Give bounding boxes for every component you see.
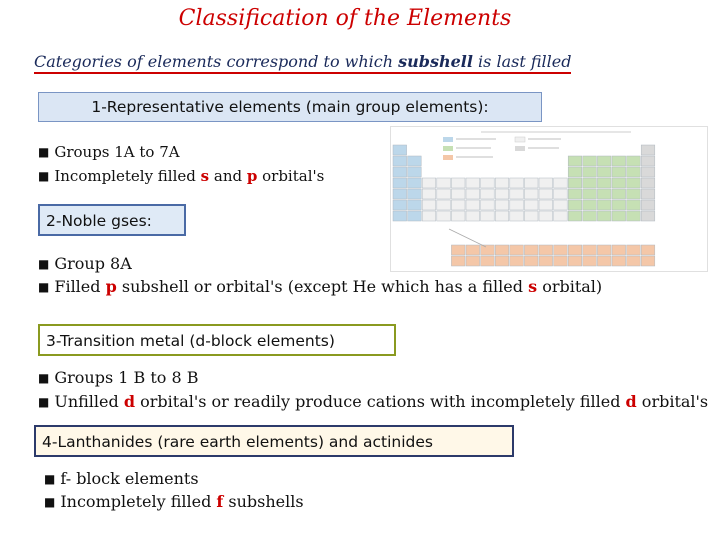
periodic-table-cell <box>568 189 582 199</box>
periodic-table-cell <box>393 211 407 221</box>
periodic-table-cell <box>539 211 553 221</box>
subtitle-after: is last filled <box>472 52 572 71</box>
section-heading-noble-gases: 2-Noble gses: <box>38 204 186 236</box>
periodic-table-cell <box>627 167 641 177</box>
periodic-table-cell <box>408 167 422 177</box>
periodic-table-cell <box>597 156 611 166</box>
periodic-table-cell <box>597 211 611 221</box>
periodic-table-cell <box>422 189 436 199</box>
subtitle-before: Categories of elements correspond to which <box>34 52 399 71</box>
periodic-table-cell <box>568 256 582 266</box>
periodic-table-cell <box>481 256 495 266</box>
periodic-table-cell <box>641 256 655 266</box>
periodic-table-cell <box>524 189 538 199</box>
periodic-table-cell <box>481 200 495 210</box>
periodic-table-cell <box>568 167 582 177</box>
subtitle-strong: subshell <box>398 52 473 71</box>
periodic-table-cell <box>510 256 524 266</box>
periodic-table-cell <box>554 189 568 199</box>
periodic-table-cell <box>393 167 407 177</box>
periodic-table-cell <box>627 245 641 255</box>
bullet-group-8a: ■ Group 8A <box>38 254 132 273</box>
periodic-table-cell <box>451 200 465 210</box>
periodic-table-cell <box>583 200 597 210</box>
periodic-table-cell <box>641 211 655 221</box>
periodic-table-cell <box>612 178 626 188</box>
periodic-table-cell <box>554 178 568 188</box>
periodic-table-cell <box>554 211 568 221</box>
section-heading-representative: 1-Representative elements (main group elements): <box>38 92 542 122</box>
periodic-table-cell <box>612 256 626 266</box>
periodic-table-cell <box>422 178 436 188</box>
periodic-table-cell <box>466 245 480 255</box>
periodic-table-cell <box>641 178 655 188</box>
periodic-table-cell <box>568 156 582 166</box>
periodic-table-cell <box>393 189 407 199</box>
periodic-table-cell <box>554 245 568 255</box>
periodic-table-cell <box>583 156 597 166</box>
periodic-table-cell <box>524 178 538 188</box>
periodic-table-cell <box>408 156 422 166</box>
periodic-table-cell <box>524 200 538 210</box>
periodic-table-image <box>390 126 708 272</box>
bullet-incompletely-filled-sp: ■ Incompletely filled s and p orbital's <box>38 167 325 185</box>
periodic-table-cell <box>466 211 480 221</box>
periodic-table-cell <box>641 189 655 199</box>
periodic-table-cell <box>437 178 451 188</box>
periodic-table-cell <box>554 200 568 210</box>
periodic-table-cell <box>495 245 509 255</box>
square-bullet-icon: ■ <box>38 371 50 385</box>
square-bullet-icon: ■ <box>38 280 50 294</box>
periodic-table-cell <box>539 256 553 266</box>
periodic-table-cell <box>481 211 495 221</box>
periodic-table-cell <box>451 245 465 255</box>
periodic-table-cell <box>451 178 465 188</box>
periodic-table-cell <box>481 245 495 255</box>
periodic-table-cell <box>597 189 611 199</box>
periodic-table-cell <box>481 189 495 199</box>
periodic-table-cell <box>393 156 407 166</box>
periodic-table-cell <box>583 167 597 177</box>
periodic-table-cell <box>627 200 641 210</box>
periodic-table-cell <box>627 156 641 166</box>
periodic-table-cell <box>612 245 626 255</box>
periodic-table-cell <box>451 189 465 199</box>
periodic-table-cell <box>437 189 451 199</box>
square-bullet-icon: ■ <box>38 145 50 159</box>
periodic-table-cell <box>641 145 655 155</box>
square-bullet-icon: ■ <box>44 495 56 509</box>
slide-title: Classification of the Elements <box>178 6 512 31</box>
periodic-table-cell <box>422 200 436 210</box>
periodic-table-cell <box>568 245 582 255</box>
periodic-table-cell <box>539 200 553 210</box>
periodic-table-cell <box>408 178 422 188</box>
periodic-table-cell <box>408 211 422 221</box>
periodic-table-cell <box>583 178 597 188</box>
periodic-table-cell <box>612 167 626 177</box>
periodic-table-cell <box>495 178 509 188</box>
periodic-table-cell <box>539 245 553 255</box>
periodic-table-cell <box>495 211 509 221</box>
periodic-table-cell <box>451 256 465 266</box>
periodic-table-cell <box>641 167 655 177</box>
periodic-table-cell <box>481 178 495 188</box>
periodic-table-cell <box>612 156 626 166</box>
section-heading-transition-metal: 3-Transition metal (d-block elements) <box>38 324 396 356</box>
slide-subtitle <box>34 52 571 74</box>
periodic-table-cell <box>393 145 407 155</box>
periodic-table-cell <box>495 200 509 210</box>
periodic-table-cell <box>393 178 407 188</box>
periodic-table-cell <box>641 156 655 166</box>
bullet-incompletely-filled-f: ■ Incompletely filled f subshells <box>44 492 304 511</box>
square-bullet-icon: ■ <box>38 257 50 271</box>
periodic-table-cell <box>510 211 524 221</box>
periodic-table-cell <box>510 189 524 199</box>
periodic-table-cell <box>437 211 451 221</box>
bullet-filled-p-subshell: ■ Filled p subshell or orbital's (except He which has a filled s orbital) <box>38 277 603 296</box>
periodic-table-cell <box>597 256 611 266</box>
periodic-table-cell <box>641 200 655 210</box>
periodic-table-cell <box>393 200 407 210</box>
periodic-table-cell <box>466 256 480 266</box>
periodic-table-cell <box>627 211 641 221</box>
periodic-table-cell <box>408 189 422 199</box>
periodic-table-cell <box>612 189 626 199</box>
periodic-table-cell <box>597 245 611 255</box>
periodic-table-cell <box>583 211 597 221</box>
periodic-table-cell <box>524 211 538 221</box>
periodic-table-cell <box>612 211 626 221</box>
periodic-table-cell <box>466 200 480 210</box>
periodic-table-cell <box>612 200 626 210</box>
periodic-table-cell <box>495 189 509 199</box>
periodic-table-cell <box>451 211 465 221</box>
section-heading-lanthanides-actinides: 4-Lanthanides (rare earth elements) and actinides <box>34 425 514 457</box>
square-bullet-icon: ■ <box>44 472 56 486</box>
periodic-table-cell <box>627 178 641 188</box>
periodic-table-cell <box>583 189 597 199</box>
periodic-table-cell <box>568 211 582 221</box>
bullet-unfilled-d-orbitals: ■ Unfilled d orbital's or readily produce cations with incompletely filled d orbital's <box>38 392 709 411</box>
periodic-table-cell <box>437 200 451 210</box>
periodic-table-cell <box>524 245 538 255</box>
periodic-table-cell <box>510 178 524 188</box>
periodic-table-cell <box>466 189 480 199</box>
periodic-table-cell <box>568 178 582 188</box>
periodic-table-cell <box>597 200 611 210</box>
periodic-table-cell <box>495 256 509 266</box>
periodic-table-cell <box>554 256 568 266</box>
bullet-groups-1a-7a: ■ Groups 1A to 7A <box>38 143 180 161</box>
periodic-table-cell <box>583 256 597 266</box>
periodic-table-cell <box>524 256 538 266</box>
periodic-table-cell <box>597 167 611 177</box>
periodic-table-cell <box>539 189 553 199</box>
bullet-groups-1b-8b: ■ Groups 1 B to 8 B <box>38 368 199 387</box>
periodic-table-cell <box>641 245 655 255</box>
periodic-table-cell <box>422 211 436 221</box>
periodic-table-cell <box>568 200 582 210</box>
periodic-table-cell <box>627 256 641 266</box>
square-bullet-icon: ■ <box>38 395 50 409</box>
periodic-table-cell <box>539 178 553 188</box>
square-bullet-icon: ■ <box>38 169 50 183</box>
periodic-table-cell <box>466 178 480 188</box>
periodic-table-cell <box>597 178 611 188</box>
periodic-table-cell <box>627 189 641 199</box>
periodic-table-cell <box>510 200 524 210</box>
periodic-table-cell <box>583 245 597 255</box>
periodic-table-graphic <box>391 127 707 271</box>
periodic-table-cell <box>510 245 524 255</box>
bullet-f-block: ■ f- block elements <box>44 469 199 488</box>
periodic-table-cell <box>408 200 422 210</box>
